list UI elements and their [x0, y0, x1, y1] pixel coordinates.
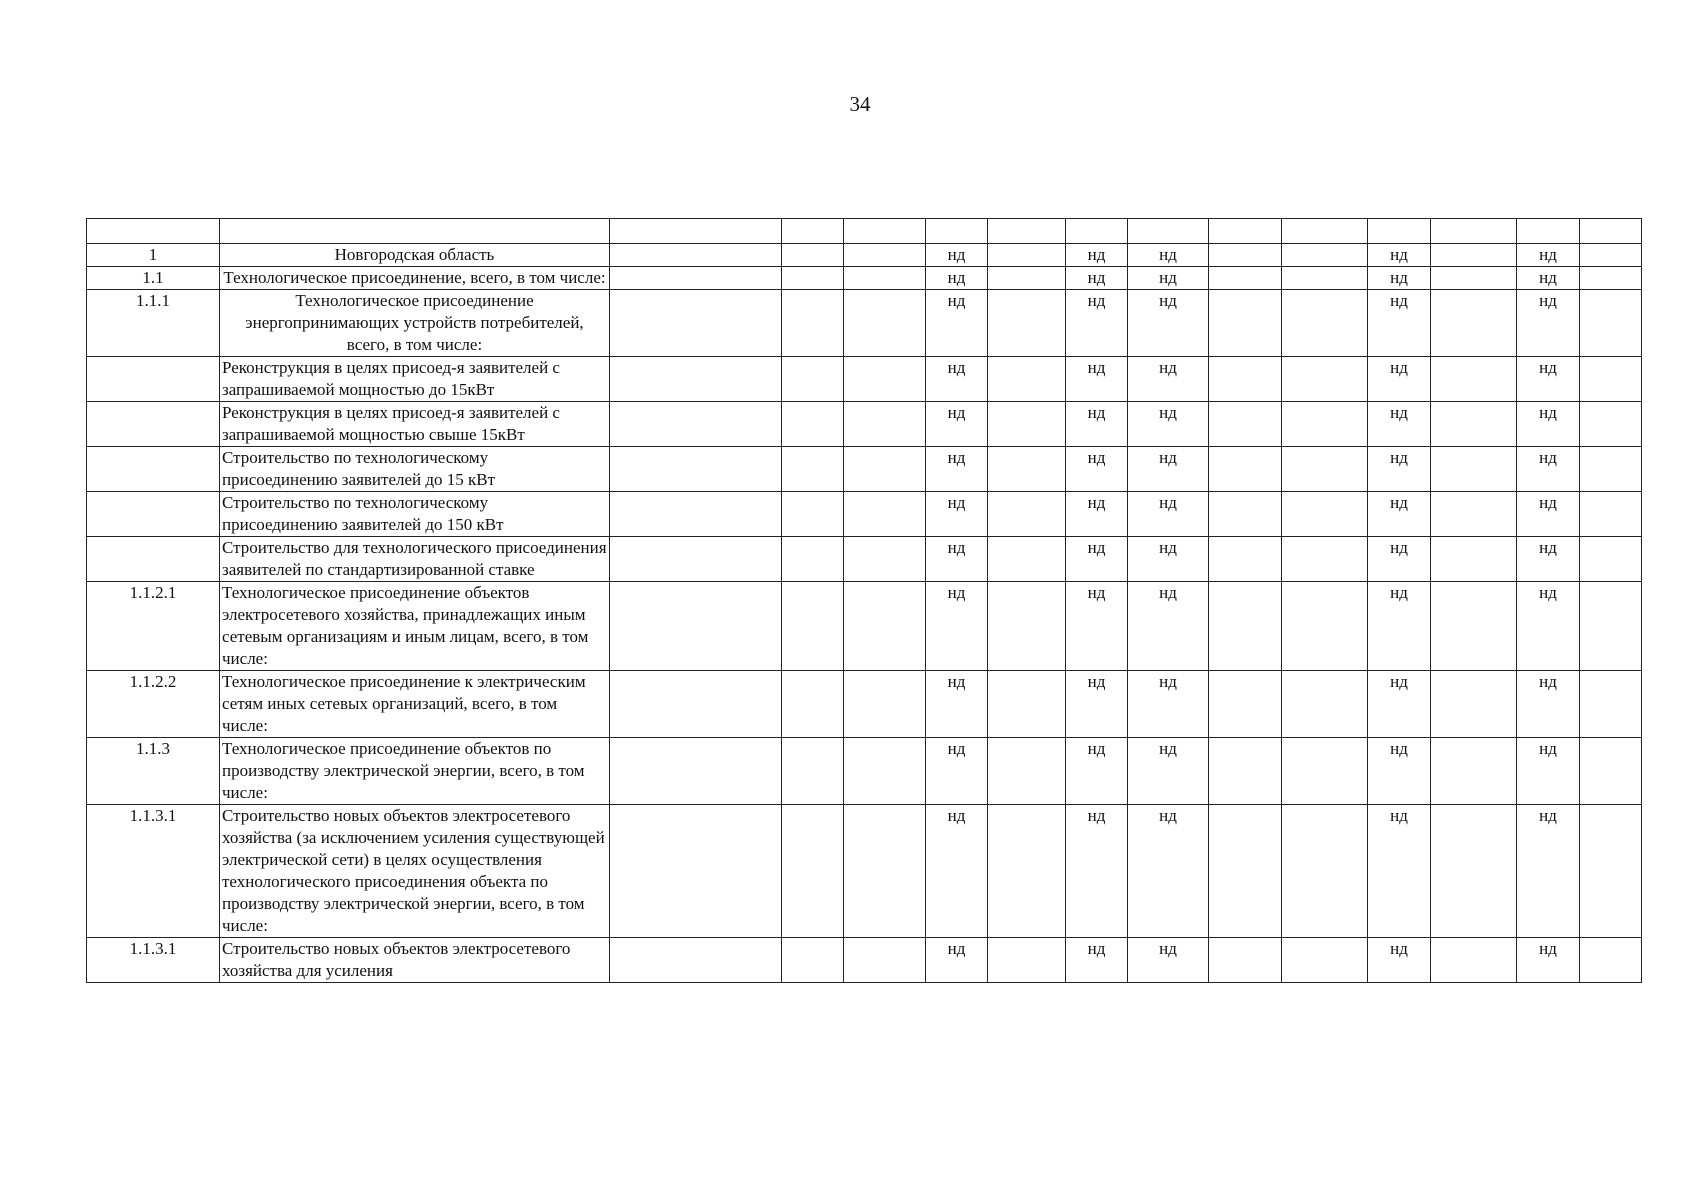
- row-name: Новгородская область: [220, 244, 610, 267]
- table-header-row: [87, 219, 1642, 244]
- table-row: [87, 402, 1642, 447]
- empty-cell: [1282, 357, 1368, 402]
- row-name: Реконструкция в целях присоед-я заявителей с запрашиваемой мощностью свыше 15кВт: [220, 402, 610, 447]
- empty-cell: [1282, 738, 1368, 805]
- empty-cell: [610, 447, 782, 492]
- value-cell: нд: [1368, 357, 1431, 402]
- empty-cell: [988, 938, 1066, 983]
- value-cell: нд: [1368, 244, 1431, 267]
- empty-cell: [844, 244, 926, 267]
- value-cell: нд: [1066, 402, 1128, 447]
- row-name: Строительство новых объектов электросетевого хозяйства (за исключением усиления существующей электрической сети) в целях осуществления технологического присоединения объекта по производству электрической энергии, всего, в том числе:: [220, 805, 610, 938]
- empty-cell: [1431, 357, 1517, 402]
- header-cell: [1368, 219, 1431, 244]
- value-cell: нд: [1128, 290, 1209, 357]
- value-cell: нд: [1517, 671, 1580, 738]
- value-cell: нд: [1517, 805, 1580, 938]
- empty-cell: [782, 582, 844, 671]
- value-cell: нд: [926, 402, 988, 447]
- table-row: [87, 492, 1642, 537]
- value-cell: нд: [926, 805, 988, 938]
- empty-cell: [610, 805, 782, 938]
- value-cell: нд: [926, 357, 988, 402]
- value-cell: нд: [1368, 267, 1431, 290]
- value-cell: нд: [1368, 805, 1431, 938]
- row-number: [87, 447, 220, 492]
- empty-cell: [1580, 492, 1642, 537]
- empty-cell: [844, 290, 926, 357]
- value-cell: нд: [1368, 447, 1431, 492]
- value-cell: нд: [1517, 244, 1580, 267]
- empty-cell: [844, 738, 926, 805]
- value-cell: нд: [1128, 805, 1209, 938]
- empty-cell: [988, 290, 1066, 357]
- value-cell: нд: [1128, 938, 1209, 983]
- empty-cell: [844, 267, 926, 290]
- empty-cell: [988, 492, 1066, 537]
- value-cell: нд: [1128, 244, 1209, 267]
- empty-cell: [1431, 671, 1517, 738]
- value-cell: нд: [1128, 738, 1209, 805]
- value-cell: нд: [1066, 357, 1128, 402]
- table-row: [87, 447, 1642, 492]
- empty-cell: [610, 402, 782, 447]
- empty-cell: [1580, 447, 1642, 492]
- empty-cell: [988, 267, 1066, 290]
- empty-cell: [844, 357, 926, 402]
- empty-cell: [1431, 805, 1517, 938]
- value-cell: нд: [1517, 290, 1580, 357]
- empty-cell: [610, 537, 782, 582]
- row-name: Строительство по технологическому присоединению заявителей до 15 кВт: [220, 447, 610, 492]
- value-cell: нд: [1128, 447, 1209, 492]
- row-number: 1.1.1: [87, 290, 220, 357]
- value-cell: нд: [1368, 582, 1431, 671]
- empty-cell: [844, 492, 926, 537]
- empty-cell: [1209, 738, 1282, 805]
- value-cell: нд: [926, 537, 988, 582]
- value-cell: нд: [1066, 537, 1128, 582]
- value-cell: нд: [1368, 492, 1431, 537]
- value-cell: нд: [926, 582, 988, 671]
- table-row: [87, 357, 1642, 402]
- empty-cell: [844, 537, 926, 582]
- empty-cell: [782, 537, 844, 582]
- empty-cell: [1209, 671, 1282, 738]
- table-row: [87, 244, 1642, 267]
- table-row: [87, 582, 1642, 671]
- empty-cell: [1209, 402, 1282, 447]
- header-cell: [844, 219, 926, 244]
- value-cell: нд: [1128, 671, 1209, 738]
- empty-cell: [610, 938, 782, 983]
- table-row: [87, 267, 1642, 290]
- header-cell: [610, 219, 782, 244]
- row-name: Технологическое присоединение объектов по производству электрической энергии, всего, в том числе:: [220, 738, 610, 805]
- empty-cell: [610, 492, 782, 537]
- value-cell: нд: [1517, 357, 1580, 402]
- value-cell: нд: [1066, 447, 1128, 492]
- empty-cell: [1282, 582, 1368, 671]
- empty-cell: [1282, 537, 1368, 582]
- empty-cell: [782, 938, 844, 983]
- empty-cell: [1580, 938, 1642, 983]
- value-cell: нд: [1066, 290, 1128, 357]
- value-cell: нд: [926, 938, 988, 983]
- empty-cell: [1209, 267, 1282, 290]
- value-cell: нд: [1368, 290, 1431, 357]
- empty-cell: [844, 402, 926, 447]
- value-cell: нд: [926, 738, 988, 805]
- empty-cell: [1209, 938, 1282, 983]
- empty-cell: [1209, 244, 1282, 267]
- empty-cell: [782, 671, 844, 738]
- empty-cell: [1209, 805, 1282, 938]
- value-cell: нд: [1066, 671, 1128, 738]
- empty-cell: [844, 805, 926, 938]
- value-cell: нд: [1128, 537, 1209, 582]
- empty-cell: [1431, 938, 1517, 983]
- header-cell: [1066, 219, 1128, 244]
- empty-cell: [844, 582, 926, 671]
- value-cell: нд: [1128, 267, 1209, 290]
- empty-cell: [1282, 290, 1368, 357]
- table-row: [87, 805, 1642, 938]
- empty-cell: [1431, 267, 1517, 290]
- row-name: Технологическое присоединение, всего, в том числе:: [220, 267, 610, 290]
- value-cell: нд: [1368, 938, 1431, 983]
- empty-cell: [782, 267, 844, 290]
- empty-cell: [1209, 447, 1282, 492]
- value-cell: нд: [1517, 738, 1580, 805]
- empty-cell: [610, 267, 782, 290]
- row-number: 1: [87, 244, 220, 267]
- empty-cell: [1282, 447, 1368, 492]
- empty-cell: [1431, 290, 1517, 357]
- empty-cell: [1282, 267, 1368, 290]
- header-cell: [1282, 219, 1368, 244]
- value-cell: нд: [1066, 938, 1128, 983]
- value-cell: нд: [1066, 244, 1128, 267]
- empty-cell: [1580, 357, 1642, 402]
- value-cell: нд: [1066, 267, 1128, 290]
- value-cell: нд: [1517, 492, 1580, 537]
- data-table: [86, 218, 1642, 983]
- row-number: 1.1.3.1: [87, 938, 220, 983]
- empty-cell: [844, 938, 926, 983]
- empty-cell: [610, 244, 782, 267]
- empty-cell: [988, 402, 1066, 447]
- empty-cell: [1431, 447, 1517, 492]
- empty-cell: [1580, 402, 1642, 447]
- empty-cell: [1209, 492, 1282, 537]
- empty-cell: [1580, 671, 1642, 738]
- empty-cell: [1580, 267, 1642, 290]
- header-cell: [1209, 219, 1282, 244]
- value-cell: нд: [1066, 805, 1128, 938]
- empty-cell: [782, 805, 844, 938]
- empty-cell: [988, 537, 1066, 582]
- row-number: 1.1: [87, 267, 220, 290]
- value-cell: нд: [1517, 402, 1580, 447]
- table-row: [87, 537, 1642, 582]
- row-number: 1.1.3.1: [87, 805, 220, 938]
- row-number: [87, 537, 220, 582]
- value-cell: нд: [1368, 738, 1431, 805]
- empty-cell: [1282, 492, 1368, 537]
- empty-cell: [1431, 738, 1517, 805]
- empty-cell: [1580, 738, 1642, 805]
- value-cell: нд: [1368, 671, 1431, 738]
- value-cell: нд: [1066, 582, 1128, 671]
- empty-cell: [610, 738, 782, 805]
- empty-cell: [782, 492, 844, 537]
- empty-cell: [1209, 582, 1282, 671]
- table-row: [87, 290, 1642, 357]
- value-cell: нд: [1517, 447, 1580, 492]
- header-cell: [926, 219, 988, 244]
- empty-cell: [1282, 671, 1368, 738]
- empty-cell: [988, 582, 1066, 671]
- empty-cell: [988, 244, 1066, 267]
- row-number: 1.1.3: [87, 738, 220, 805]
- value-cell: нд: [1128, 402, 1209, 447]
- value-cell: нд: [1128, 357, 1209, 402]
- empty-cell: [988, 738, 1066, 805]
- value-cell: нд: [1517, 267, 1580, 290]
- empty-cell: [1431, 402, 1517, 447]
- row-name: Строительство новых объектов электросетевого хозяйства для усиления: [220, 938, 610, 983]
- value-cell: нд: [1128, 582, 1209, 671]
- empty-cell: [610, 582, 782, 671]
- header-cell: [1580, 219, 1642, 244]
- header-cell: [782, 219, 844, 244]
- page-number: 34: [849, 92, 871, 116]
- empty-cell: [1580, 244, 1642, 267]
- empty-cell: [1282, 402, 1368, 447]
- empty-cell: [610, 357, 782, 402]
- table-row: [87, 738, 1642, 805]
- value-cell: нд: [1368, 537, 1431, 582]
- value-cell: нд: [1128, 492, 1209, 537]
- empty-cell: [1431, 244, 1517, 267]
- value-cell: нд: [1368, 402, 1431, 447]
- empty-cell: [610, 290, 782, 357]
- header-cell: [1431, 219, 1517, 244]
- empty-cell: [1580, 290, 1642, 357]
- empty-cell: [1580, 805, 1642, 938]
- empty-cell: [1431, 582, 1517, 671]
- row-name: Строительство по технологическому присоединению заявителей до 150 кВт: [220, 492, 610, 537]
- empty-cell: [1282, 938, 1368, 983]
- value-cell: нд: [926, 492, 988, 537]
- empty-cell: [782, 738, 844, 805]
- empty-cell: [988, 671, 1066, 738]
- table-row: [87, 938, 1642, 983]
- value-cell: нд: [1517, 537, 1580, 582]
- row-name: Технологическое присоединение энергопринимающих устройств потребителей, всего, в том числе:: [220, 290, 610, 357]
- empty-cell: [782, 244, 844, 267]
- empty-cell: [782, 447, 844, 492]
- empty-cell: [844, 447, 926, 492]
- table-row: [87, 671, 1642, 738]
- empty-cell: [1282, 244, 1368, 267]
- empty-cell: [610, 671, 782, 738]
- header-cell: [220, 219, 610, 244]
- empty-cell: [988, 357, 1066, 402]
- row-number: 1.1.2.1: [87, 582, 220, 671]
- empty-cell: [1580, 582, 1642, 671]
- row-name: Технологическое присоединение объектов электросетевого хозяйства, принадлежащих иным сетевым организациям и иным лицам, всего, в том числе:: [220, 582, 610, 671]
- row-name: Технологическое присоединение к электрическим сетям иных сетевых организаций, всего, в том числе:: [220, 671, 610, 738]
- empty-cell: [1431, 537, 1517, 582]
- row-name: Реконструкция в целях присоед-я заявителей с запрашиваемой мощностью до 15кВт: [220, 357, 610, 402]
- row-name: Строительство для технологического присоединения заявителей по стандартизированной ставке: [220, 537, 610, 582]
- empty-cell: [1209, 357, 1282, 402]
- empty-cell: [988, 447, 1066, 492]
- header-cell: [988, 219, 1066, 244]
- header-cell: [1517, 219, 1580, 244]
- empty-cell: [782, 357, 844, 402]
- value-cell: нд: [1517, 938, 1580, 983]
- header-cell: [87, 219, 220, 244]
- value-cell: нд: [1517, 582, 1580, 671]
- empty-cell: [1431, 492, 1517, 537]
- value-cell: нд: [926, 447, 988, 492]
- value-cell: нд: [926, 290, 988, 357]
- value-cell: нд: [926, 244, 988, 267]
- row-number: [87, 357, 220, 402]
- empty-cell: [1580, 537, 1642, 582]
- empty-cell: [844, 671, 926, 738]
- empty-cell: [988, 805, 1066, 938]
- value-cell: нд: [926, 267, 988, 290]
- value-cell: нд: [1066, 492, 1128, 537]
- value-cell: нд: [1066, 738, 1128, 805]
- empty-cell: [782, 402, 844, 447]
- empty-cell: [1282, 805, 1368, 938]
- row-number: [87, 402, 220, 447]
- empty-cell: [782, 290, 844, 357]
- empty-cell: [1209, 537, 1282, 582]
- row-number: 1.1.2.2: [87, 671, 220, 738]
- header-cell: [1128, 219, 1209, 244]
- empty-cell: [1209, 290, 1282, 357]
- row-number: [87, 492, 220, 537]
- value-cell: нд: [926, 671, 988, 738]
